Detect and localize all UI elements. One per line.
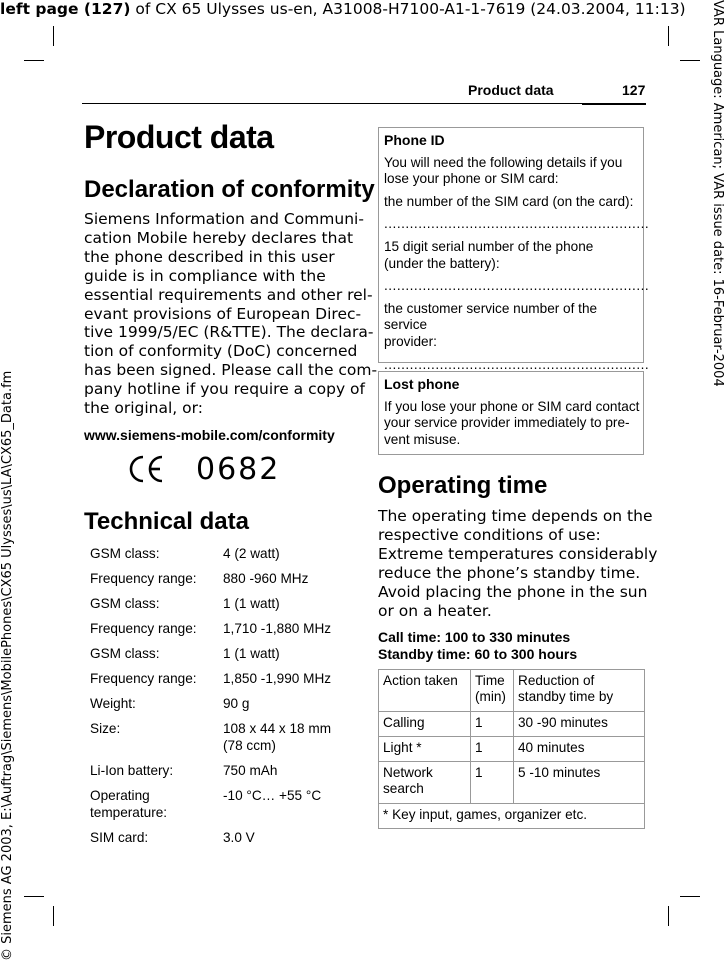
spec-value: 1,850 -1,990 MHz bbox=[223, 671, 332, 686]
table-header-row bbox=[379, 670, 645, 712]
dotted-line: .............................................................. bbox=[384, 356, 650, 372]
crop-mark bbox=[668, 26, 669, 46]
spec-label: GSM class: bbox=[90, 596, 160, 611]
phone-id-item-sim: the number of the SIM card (on the card): bbox=[384, 193, 634, 209]
table-cell: 5 -10 minutes bbox=[514, 762, 645, 804]
text-line: respective conditions of use: bbox=[378, 525, 601, 544]
lost-phone-line: vent misuse. bbox=[384, 431, 461, 447]
ce-mark bbox=[128, 454, 168, 488]
spec-value: 1 (1 watt) bbox=[223, 596, 280, 611]
crop-mark bbox=[680, 896, 700, 897]
spec-row bbox=[90, 721, 331, 763]
side-var-language: VAR Language: American; VAR issue date: 16-Februar-2004 bbox=[710, 0, 725, 387]
text-line: guide is in compliance with the bbox=[84, 266, 326, 285]
header-text: (min) bbox=[475, 689, 506, 704]
table-footnote-row bbox=[379, 804, 645, 829]
standby-time: Standby time: 60 to 300 hours bbox=[378, 645, 578, 662]
crop-mark bbox=[24, 896, 44, 897]
text-line: the phone described in this user bbox=[84, 247, 335, 266]
header-text: Action taken bbox=[383, 673, 458, 688]
print-header bbox=[0, 0, 686, 18]
table-footnote: * Key input, games, organizer etc. bbox=[379, 804, 645, 829]
conformity-url: www.siemens-mobile.com/conformity bbox=[84, 427, 335, 443]
text-line: tion of conformity (DoC) concerned bbox=[84, 342, 358, 361]
call-time: Call time: 100 to 330 minutes bbox=[378, 629, 571, 645]
table-cell: 40 minutes bbox=[514, 737, 645, 762]
spec-value: 750 mAh bbox=[223, 763, 278, 778]
running-head-rule bbox=[82, 103, 646, 104]
phone-id-box bbox=[378, 127, 650, 372]
table-header-cell bbox=[379, 670, 471, 712]
spec-row bbox=[90, 696, 331, 721]
table-cell bbox=[379, 762, 471, 804]
text-line: has been signed. Please call the com- bbox=[84, 361, 378, 380]
spec-value: 90 g bbox=[223, 696, 250, 711]
operating-times-summary bbox=[378, 629, 577, 662]
cell-line: search bbox=[383, 781, 424, 796]
crop-mark bbox=[668, 906, 669, 926]
spec-value: 1 (1 watt) bbox=[223, 646, 280, 661]
running-head-bar bbox=[582, 103, 646, 105]
text-line: cation Mobile hereby declares that bbox=[84, 228, 354, 247]
text-line: The operating time depends on the bbox=[378, 507, 653, 525]
table-header-cell bbox=[471, 670, 514, 712]
spec-label-line: Operating bbox=[90, 788, 150, 803]
spec-label: Frequency range: bbox=[90, 621, 197, 636]
spec-row bbox=[90, 788, 331, 830]
crop-mark bbox=[680, 60, 700, 61]
table-cell: Light * bbox=[379, 737, 471, 762]
spec-row bbox=[90, 621, 331, 646]
technical-data-list bbox=[90, 546, 350, 855]
spec-label: SIM card: bbox=[90, 830, 149, 845]
header-text: Time bbox=[475, 673, 505, 688]
spec-row bbox=[90, 646, 331, 671]
table-cell: 1 bbox=[471, 737, 514, 762]
spec-row bbox=[90, 671, 331, 696]
table-cell: 30 -90 minutes bbox=[514, 712, 645, 737]
print-header-info: of CX 65 Ulysses us-en, A31008-H7100-A1-1-7619 (24.03.2004, 11:13) bbox=[130, 0, 686, 18]
dotted-line: .............................................................. bbox=[384, 278, 650, 294]
spec-value-line: (78 ccm) bbox=[223, 737, 276, 753]
text-line: Extreme temperatures considerably bbox=[378, 544, 658, 563]
text-line: evant provisions of European Direc- bbox=[84, 304, 362, 323]
table-cell: Calling bbox=[379, 712, 471, 737]
spec-value: -10 °C… +55 °C bbox=[223, 788, 322, 803]
phone-id-item-serial-line: 15 digit serial number of the phone bbox=[384, 238, 594, 254]
text-line: Avoid placing the phone in the sun bbox=[378, 582, 648, 601]
cell-line: Network bbox=[383, 765, 433, 780]
spec-value: 4 (2 watt) bbox=[223, 546, 280, 561]
spec-label: Weight: bbox=[90, 696, 136, 711]
lost-phone-line: your service provider immediately to pre- bbox=[384, 415, 630, 431]
crop-mark bbox=[53, 26, 54, 46]
spec-value: 880 -960 MHz bbox=[223, 571, 309, 586]
text-line: or on a heater. bbox=[378, 601, 492, 620]
phone-id-title: Phone ID bbox=[384, 132, 445, 148]
ce-mark-icon bbox=[128, 454, 168, 484]
spec-value-line: 108 x 44 x 18 mm bbox=[223, 721, 332, 736]
text-line: pany hotline if you require a copy of bbox=[84, 380, 365, 399]
table-cell: 1 bbox=[471, 762, 514, 804]
spec-row bbox=[90, 596, 331, 621]
table-row bbox=[379, 737, 645, 762]
print-header-page: left page (127) bbox=[0, 0, 131, 18]
spec-label: GSM class: bbox=[90, 646, 160, 661]
spec-label-line: temperature: bbox=[90, 804, 168, 820]
lost-phone-title: Lost phone bbox=[384, 376, 460, 392]
text-line: Siemens Information and Communi- bbox=[84, 210, 364, 228]
phone-id-item-service-line: the customer service number of the service bbox=[384, 300, 598, 333]
spec-value: 1,710 -1,880 MHz bbox=[223, 621, 332, 636]
dotted-line: .............................................................. bbox=[384, 216, 650, 232]
spec-label: Frequency range: bbox=[90, 571, 197, 586]
lost-phone-line: If you lose your phone or SIM card contact bbox=[384, 398, 640, 414]
table-row bbox=[379, 712, 645, 737]
page-title: Product data bbox=[84, 119, 274, 155]
phone-id-item-serial-line: (under the battery): bbox=[384, 255, 500, 271]
spec-row bbox=[90, 546, 331, 571]
header-text: Reduction of bbox=[518, 673, 595, 688]
spec-value bbox=[223, 721, 331, 763]
conformity-heading: Declaration of conformity bbox=[84, 176, 375, 203]
spec-label bbox=[90, 788, 223, 830]
spec-label: Size: bbox=[90, 721, 121, 736]
header-text: standby time by bbox=[518, 689, 614, 704]
text-line: essential requirements and other rel- bbox=[84, 285, 373, 304]
spec-row bbox=[90, 830, 331, 855]
table-cell: 1 bbox=[471, 712, 514, 737]
spec-label: Li-Ion battery: bbox=[90, 763, 174, 778]
conformity-text bbox=[84, 210, 377, 418]
crop-mark bbox=[53, 906, 54, 926]
ce-mark-label bbox=[128, 454, 129, 455]
phone-id-intro-line: You will need the following details if you bbox=[384, 154, 623, 170]
spec-row bbox=[90, 763, 331, 788]
ce-number: 0682 bbox=[196, 452, 281, 487]
running-head-page-number: 127 bbox=[622, 82, 646, 98]
operating-time-text bbox=[378, 507, 657, 620]
spec-row bbox=[90, 571, 331, 596]
text-line: tive 1999/5/EC (R&TTE). The declara- bbox=[84, 323, 374, 342]
phone-id-intro-line: lose your phone or SIM card: bbox=[384, 171, 559, 187]
text-line: the original, or: bbox=[84, 399, 203, 418]
side-file-path: © Siemens AG 2003, E:\Auftrag\Siemens\MobilePhones\CX65 Ulysses\us\LA\CX65_Data.fm bbox=[0, 370, 15, 961]
operating-time-heading: Operating time bbox=[378, 472, 548, 499]
phone-id-item-service-line: provider: bbox=[384, 333, 437, 349]
lost-phone-box bbox=[378, 371, 644, 455]
table-row bbox=[379, 762, 645, 804]
spec-value: 3.0 V bbox=[223, 830, 255, 845]
table-header-cell bbox=[514, 670, 645, 712]
running-head-title: Product data bbox=[468, 82, 554, 98]
technical-heading: Technical data bbox=[84, 508, 249, 535]
text-line: reduce the phone’s standby time. bbox=[378, 563, 641, 582]
spec-label: GSM class: bbox=[90, 546, 160, 561]
spec-label: Frequency range: bbox=[90, 671, 197, 686]
crop-mark bbox=[24, 60, 44, 61]
operating-time-table bbox=[378, 669, 645, 829]
